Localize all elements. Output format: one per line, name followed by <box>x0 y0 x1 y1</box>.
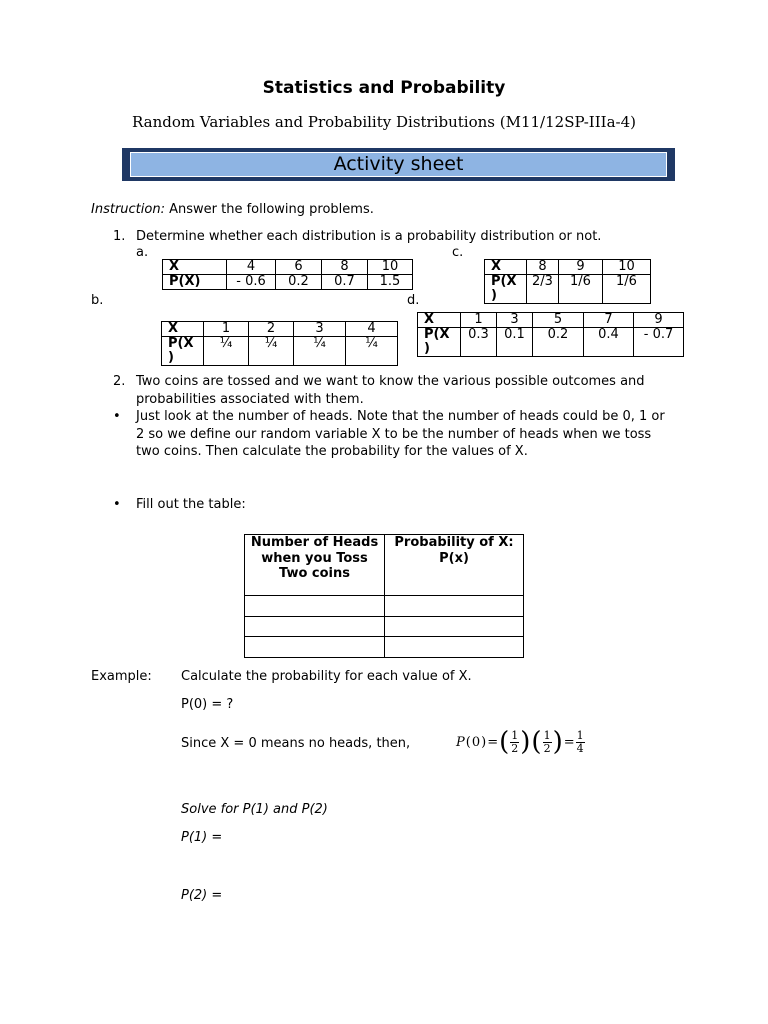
bullet-icon: • <box>113 497 121 512</box>
table-cell: ¼ <box>249 337 294 366</box>
table-row <box>485 275 651 304</box>
blank-cell[interactable] <box>245 637 385 658</box>
since-text: Since X = 0 means no heads, then, <box>181 736 411 751</box>
item-2-text: Two coins are tossed and we want to know the various possible outcomes and probabilities associated with them. <box>136 374 645 407</box>
item-1-number: 1. <box>113 229 126 244</box>
fraction: $\frac{1}{2}$ <box>511 728 519 755</box>
table-cell: 0.2 <box>533 328 584 357</box>
fill-out-table <box>244 534 524 658</box>
table-row <box>163 260 413 275</box>
page-subtitle: Random Variables and Probability Distributions (M11/12SP-IIIa-4) <box>132 113 636 131</box>
p-header: P(X) <box>163 275 227 290</box>
table-cell: 1/6 <box>559 275 603 304</box>
table-cell: 9 <box>559 260 603 275</box>
p2-answer-line: P(2) = <box>181 888 223 903</box>
table-cell: 0.4 <box>584 328 634 357</box>
formula-paren: ) <box>552 727 563 757</box>
table-cell: 9 <box>634 313 684 328</box>
probability-formula <box>456 729 585 755</box>
formula-paren: ) <box>520 727 531 757</box>
table-row <box>418 328 684 357</box>
example-text: Calculate the probability for each value of X. <box>181 669 472 684</box>
p-header: P(X ) <box>485 275 527 304</box>
table-row <box>162 337 398 366</box>
table-cell: 5 <box>533 313 584 328</box>
distribution-table-d <box>417 312 684 357</box>
x-header: X <box>162 322 204 337</box>
blank-cell[interactable] <box>385 616 524 637</box>
table-cell: 6 <box>276 260 322 275</box>
x-header: X <box>163 260 227 275</box>
label-b: b. <box>91 293 104 308</box>
formula-equals: = <box>563 734 575 750</box>
table-cell: ¼ <box>346 337 398 366</box>
solve-instruction: Solve for P(1) and P(2) <box>181 802 328 817</box>
table-cell: 8 <box>322 260 368 275</box>
fraction: $\frac{1}{4}$ <box>576 728 584 755</box>
table-cell: 10 <box>603 260 651 275</box>
table-row <box>162 322 398 337</box>
table-cell: ¼ <box>204 337 249 366</box>
instruction <box>91 201 374 219</box>
item-1-text: Determine whether each distribution is a probability distribution or not. <box>136 229 602 244</box>
formula-arg: 0 <box>471 734 481 750</box>
p1-answer-line: P(1) = <box>181 830 223 845</box>
instruction-label: Instruction: <box>91 202 165 217</box>
table-row <box>485 260 651 275</box>
table-cell: - 0.7 <box>634 328 684 357</box>
table-cell: 1 <box>461 313 497 328</box>
table-cell: 0.1 <box>497 328 533 357</box>
formula-paren: ( <box>465 734 471 750</box>
table-cell: 8 <box>527 260 559 275</box>
blank-cell[interactable] <box>385 596 524 617</box>
formula-paren: ) <box>481 734 487 750</box>
activity-banner-label: Activity sheet <box>130 152 667 177</box>
activity-banner <box>122 148 675 181</box>
table-cell: 4 <box>346 322 398 337</box>
bullet-icon: • <box>113 409 121 424</box>
table-row <box>245 637 524 658</box>
distribution-table-a <box>162 259 413 290</box>
table-cell: 0.2 <box>276 275 322 290</box>
column-header-heads: Number of Heads when you Toss Two coins <box>245 535 385 596</box>
table-cell: ¼ <box>294 337 346 366</box>
table-cell: 1.5 <box>368 275 413 290</box>
distribution-table-c <box>484 259 651 304</box>
table-cell: 3 <box>294 322 346 337</box>
page-title: Statistics and Probability <box>262 78 506 98</box>
table-cell: 0.7 <box>322 275 368 290</box>
p-header: P(X ) <box>162 337 204 366</box>
table-cell: 2 <box>249 322 294 337</box>
table-row <box>245 535 524 596</box>
formula-p: P <box>456 734 465 750</box>
label-a: a. <box>136 245 149 260</box>
example-label: Example: <box>91 669 152 684</box>
formula-paren: ( <box>531 727 542 757</box>
formula-equals: = <box>487 734 499 750</box>
instruction-text: Answer the following problems. <box>164 202 374 217</box>
x-header: X <box>418 313 461 328</box>
blank-cell[interactable] <box>245 596 385 617</box>
column-header-probability: Probability of X: P(x) <box>385 535 524 596</box>
item-2-number: 2. <box>113 374 126 389</box>
formula-paren: ( <box>499 727 510 757</box>
distribution-table-b <box>161 321 398 366</box>
blank-cell[interactable] <box>245 616 385 637</box>
table-cell: 1 <box>204 322 249 337</box>
table-cell: 2/3 <box>527 275 559 304</box>
table-cell: 1/6 <box>603 275 651 304</box>
bullet-2-text: Fill out the table: <box>136 497 246 512</box>
p0-question: P(0) = ? <box>181 697 234 712</box>
label-c: c. <box>452 245 464 260</box>
p-header: P(X ) <box>418 328 461 357</box>
table-row <box>163 275 413 290</box>
table-cell: 10 <box>368 260 413 275</box>
label-d: d. <box>407 293 420 308</box>
table-cell: 3 <box>497 313 533 328</box>
table-cell: 7 <box>584 313 634 328</box>
table-cell: - 0.6 <box>227 275 276 290</box>
blank-cell[interactable] <box>385 637 524 658</box>
table-row <box>245 616 524 637</box>
fraction: $\frac{1}{2}$ <box>543 728 551 755</box>
table-row <box>418 313 684 328</box>
x-header: X <box>485 260 527 275</box>
table-cell: 0.3 <box>461 328 497 357</box>
bullet-1-text: Just look at the number of heads. Note that the number of heads could be 0, 1 or 2 so we define our random variable X to be the number of heads when we toss two coins. Then calculate the probability for the values of X. <box>136 409 665 459</box>
table-row <box>245 596 524 617</box>
table-cell: 4 <box>227 260 276 275</box>
